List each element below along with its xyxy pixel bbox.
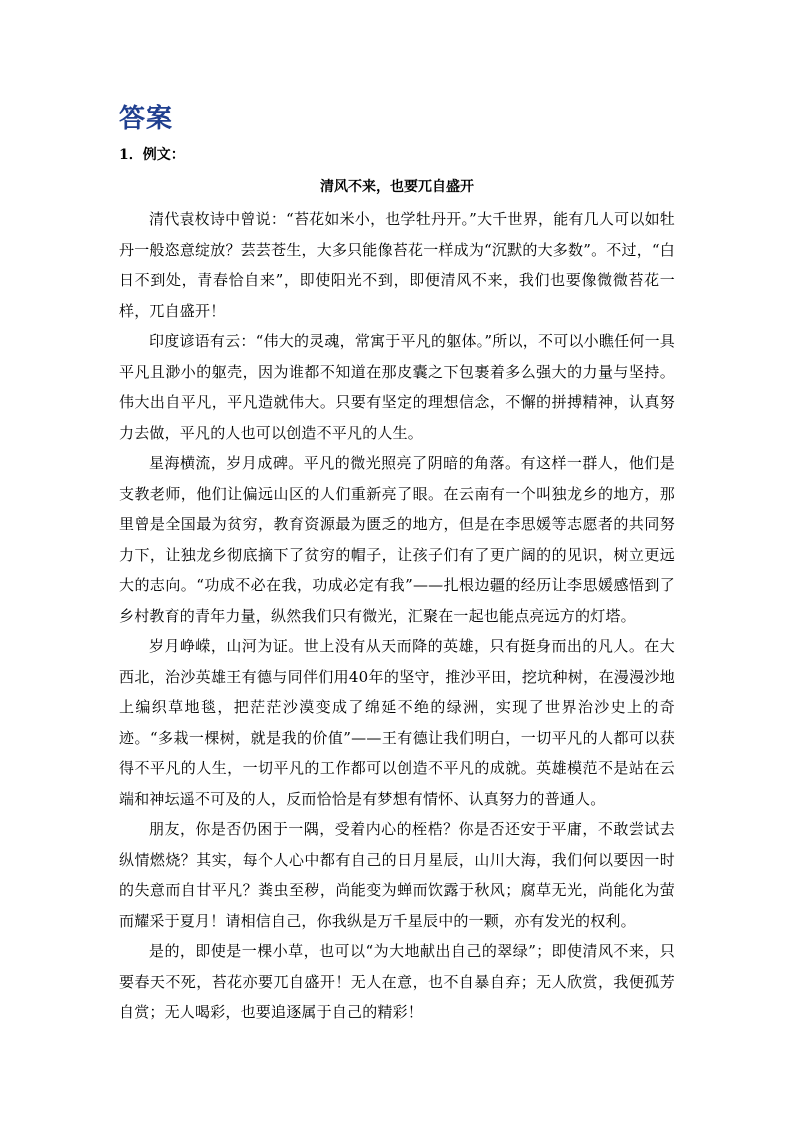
essay-paragraph: 朋友，你是否仍困于一隅，受着内心的桎梏？你是否还安于平庸，不敢尝试去纵情燃烧？其实，每个人心中都有自己的日月星辰，山川大海，我们何以要因一时的失意而自甘平凡？粪虫至秽，尚能变为蝉而饮露于秋风；腐草无光，尚能化为萤而耀采于夏月！请相信自己，你我纵是万千星辰中的一颗，亦有发光的权利。 [119,820,675,930]
essay-paragraph: 是的，即使是一棵小草，也可以“为大地献出自己的翠绿”；即使清风不来，只要春天不死，苔花亦要兀自盛开！无人在意，也不自暴自弃；无人欣赏，我便孤芳自赏；无人喝彩，也要追逐属于自己的精彩！ [119,942,675,1021]
answer-heading: 答案 [119,104,174,134]
essay-paragraph: 印度谚语有云：“伟大的灵魂，常寓于平凡的躯体。”所以，不可以小瞧任何一具平凡且渺小的躯壳，因为谁都不知道在那皮囊之下包裹着多么强大的力量与坚持。伟大出自平凡，平凡造就伟大。只要有坚定的理想信念，不懈的拼搏精神，认真努力去做，平凡的人也可以创造不平凡的人生。 [119,332,675,442]
question-number: 1．例文： [119,147,185,163]
essay-paragraph: 岁月峥嵘，山河为证。世上没有从天而降的英雄，只有挺身而出的凡人。在大西北，治沙英雄王有德与同伴们用40年的坚守，推沙平田，挖坑种树，在漫漫沙地上编织草地毯，把茫茫沙漠变成了绵延不绝的绿洲，实现了世界治沙史上的奇迹。“多栽一棵树，就是我的价值”——王有德让我们明白，一切平凡的人都可以获得不平凡的人生，一切平凡的工作都可以创造不平凡的成就。英雄模范不是站在云端和神坛遥不可及的人，反而恰恰是有梦想有情怀、认真努力的普通人。 [119,637,675,808]
essay-body [119,204,675,1028]
essay-paragraph: 星海横流，岁月成碑。平凡的微光照亮了阴暗的角落。有这样一群人，他们是支教老师，他们让偏远山区的人们重新亮了眼。在云南有一个叫独龙乡的地方，那里曾是全国最为贫穷，教育资源最为匮乏的地方，但是在李思媛等志愿者的共同努力下，让独龙乡彻底摘下了贫穷的帽子，让孩子们有了更广阔的的见识，树立更远大的志向。“功成不必在我，功成必定有我”——扎根边疆的经历让李思媛感悟到了乡村教育的青年力量，纵然我们只有微光，汇聚在一起也能点亮远方的灯塔。 [119,454,675,625]
essay-paragraph: 清代袁枚诗中曾说：“苔花如米小，也学牡丹开。”大千世界，能有几人可以如牡丹一般恣意绽放？芸芸苍生，大多只能像苔花一样成为“沉默的大多数”。不过，“白日不到处，青春恰自来”，即使阳光不到，即便清风不来，我们也要像微微苔花一样，兀自盛开！ [119,210,675,320]
essay-title: 清风不来，也要兀自盛开 [320,179,474,195]
